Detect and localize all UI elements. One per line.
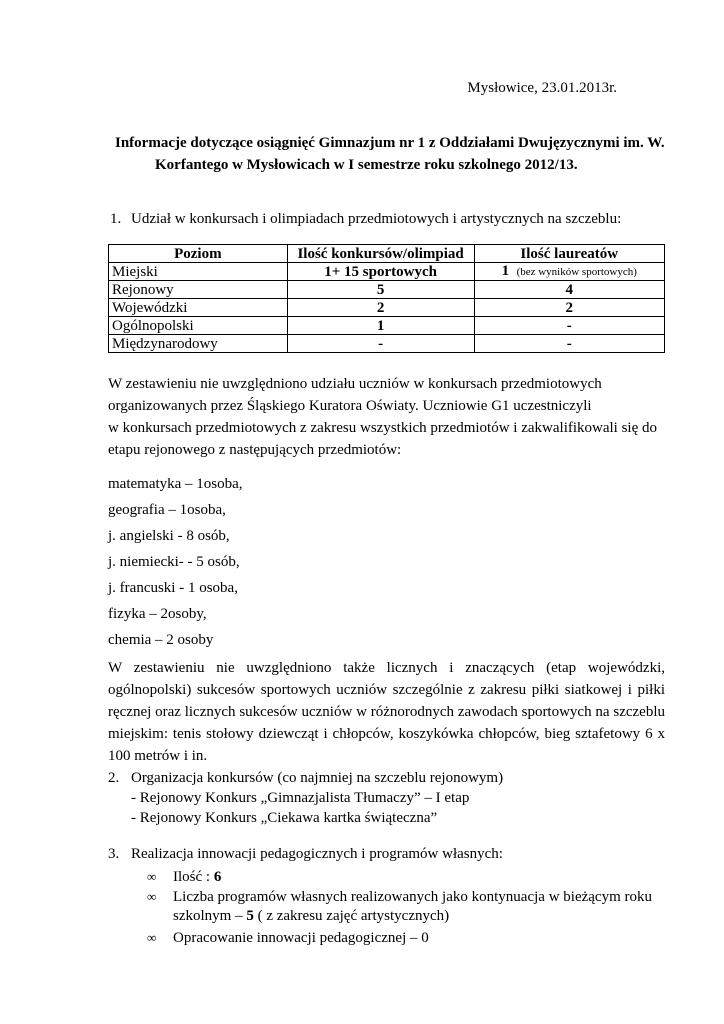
- section3-item-innovation: Opracowanie innowacji pedagogicznej – 0: [173, 930, 429, 946]
- programs-value: 5: [246, 908, 254, 924]
- contests-cell: 1+ 15 sportowych: [287, 263, 474, 281]
- subject-item: matematyka – 1osoba,: [108, 476, 243, 492]
- level-cell: Międzynarodowy: [109, 335, 288, 353]
- table-header: Poziom: [109, 245, 288, 263]
- laureates-cell: [474, 263, 665, 281]
- level-cell: Wojewódzki: [109, 299, 288, 317]
- section2-number: 2.: [108, 770, 120, 786]
- programs-label: szkolnym –: [173, 908, 247, 924]
- laureates-cell: -: [474, 317, 665, 335]
- level-cell: Ogólnopolski: [109, 317, 288, 335]
- table-row: [109, 299, 665, 317]
- section2-item: - Rejonowy Konkurs „Ciekawa kartka świąteczna”: [131, 810, 438, 826]
- programs-note: ( z zakresu zajęć artystycznych): [253, 908, 450, 924]
- contests-cell: 5: [287, 281, 474, 299]
- subject-item: fizyka – 2osoby,: [108, 606, 207, 622]
- level-cell: Miejski: [109, 263, 288, 281]
- section2-item: - Rejonowy Konkurs „Gimnazjalista Tłumaczy” – I etap: [131, 790, 470, 806]
- laureates-cell: 4: [474, 281, 665, 299]
- subject-item: geografia – 1osoba,: [108, 502, 226, 518]
- paragraph2-line: ręcznej oraz licznych sukcesów uczniów w różnorodnych zawodach sportowych na szczeblu: [108, 704, 665, 720]
- section1-number: 1.: [110, 211, 122, 227]
- laureates-cell: -: [474, 335, 665, 353]
- subject-item: j. niemiecki- - 5 osób,: [108, 554, 240, 570]
- level-cell: Rejonowy: [109, 281, 288, 299]
- table-row: [109, 263, 665, 281]
- bullet-icon: ∞: [147, 930, 157, 945]
- table-row: [109, 317, 665, 335]
- bullet-icon: ∞: [147, 889, 157, 904]
- contests-cell: -: [287, 335, 474, 353]
- paragraph1-line: w konkursach przedmiotowych z zakresu wszystkich przedmiotów i zakwalifikowali się do: [108, 420, 658, 436]
- subject-item: j. angielski - 8 osób,: [108, 528, 230, 544]
- section3-item-programs-line1: Liczba programów własnych realizowanych jako kontynuacja w bieżącym roku: [173, 889, 652, 905]
- paragraph2-line: ogólnopolski) sukcesów sportowych uczniów szczególnie z zakresu piłki siatkowej i piłki: [108, 682, 665, 698]
- table-row: [109, 335, 665, 353]
- paragraph2-line: 100 metrów i in.: [108, 748, 208, 764]
- section3-heading: Realizacja innowacji pedagogicznych i programów własnych:: [131, 846, 503, 862]
- section1-heading: Udział w konkursach i olimpiadach przedmiotowych i artystycznych na szczeblu:: [131, 211, 622, 227]
- document-date: Mysłowice, 23.01.2013r.: [467, 80, 617, 96]
- table-header: Ilość laureatów: [474, 245, 665, 263]
- paragraph1-line: etapu rejonowego z następujących przedmiotów:: [108, 442, 402, 458]
- subject-item: chemia – 2 osoby: [108, 632, 214, 648]
- document-title-line1: Informacje dotyczące osiągnięć Gimnazjum nr 1 z Oddziałami Dwujęzycznymi im. W.: [115, 135, 665, 151]
- count-label: Ilość :: [173, 869, 214, 885]
- document-title-line2: Korfantego w Mysłowicach w I semestrze roku szkolnego 2012/13.: [155, 157, 578, 173]
- count-value: 6: [213, 869, 222, 885]
- contests-cell: 2: [287, 299, 474, 317]
- laureates-cell: 2: [474, 299, 665, 317]
- paragraph1-line: organizowanych przez Śląskiego Kuratora Oświaty. Uczniowie G1 uczestniczyli: [108, 398, 592, 414]
- section3-item-count: [173, 868, 221, 886]
- bullet-icon: ∞: [147, 869, 157, 884]
- contests-table: [108, 244, 665, 353]
- paragraph2-line: miejskim: tenis stołowy dziewcząt i chłopców, koszykówka chłopców, bieg sztafetowy 6 x: [108, 726, 665, 742]
- subject-item: j. francuski - 1 osoba,: [108, 580, 238, 596]
- table-row: [109, 281, 665, 299]
- contests-cell: 1: [287, 317, 474, 335]
- laureates-note: (bez wyników sportowych): [516, 266, 637, 278]
- paragraph2-line: W zestawieniu nie uwzględniono także licznych i znaczących (etap wojewódzki,: [108, 660, 665, 676]
- section2-heading: Organizacja konkursów (co najmniej na szczeblu rejonowym): [131, 770, 504, 786]
- section3-item-programs-line2: [173, 907, 449, 925]
- table-header-row: [109, 245, 665, 263]
- table-header: Ilość konkursów/olimpiad: [287, 245, 474, 263]
- section3-number: 3.: [108, 846, 120, 862]
- paragraph1-line: W zestawieniu nie uwzględniono udziału uczniów w konkursach przedmiotowych: [108, 376, 602, 392]
- laureates-value: 1: [501, 263, 510, 279]
